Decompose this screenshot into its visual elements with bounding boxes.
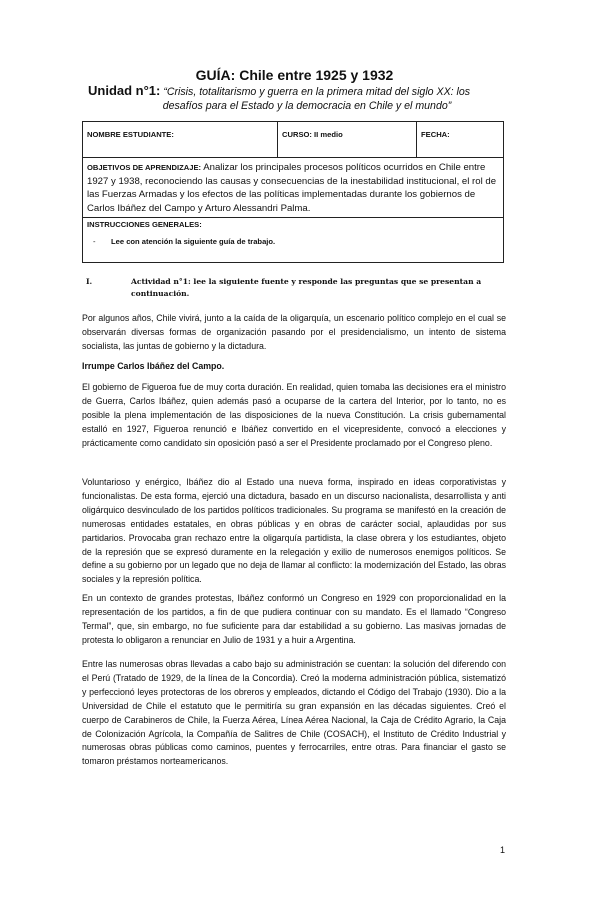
student-name-label: NOMBRE ESTUDIANTE:	[87, 130, 174, 139]
unit-heading	[88, 84, 518, 113]
instruction-text: Lee con atención la siguiente guía de trabajo.	[111, 237, 276, 246]
instruction-bullet: -	[93, 237, 96, 246]
objectives-cell	[83, 158, 504, 218]
unit-label: Unidad n°1:	[88, 83, 161, 98]
date-cell	[417, 122, 504, 158]
paragraph-figueroa: El gobierno de Figueroa fue de muy corta duración. En realidad, quien tomaba las decisiones era el ministro de Guerra, Carlos Ibáñez, quien además pasó a ocuparse de la cartera del Interior, por lo tanto, no es posible la plena implementación de las disposiciones de la nueva Constitución. La crisis gubernamental estalló en 1927, Figueroa renunció e Ibáñez convertido en el vicepresidente, convocó a elecciones y prácticamente como candidato sin oposición pasó a ser el Presidente proclamado por el Congreso pleno.	[82, 382, 506, 448]
student-info-table	[82, 121, 504, 263]
student-name-cell	[83, 122, 278, 158]
unit-description-line1: “Crisis, totalitarismo y guerra en la primera mitad del siglo XX: los	[163, 86, 471, 98]
objectives-label: OBJETIVOS DE APRENDIZAJE:	[87, 163, 202, 172]
activity-heading	[82, 276, 512, 299]
intro-paragraph: Por algunos años, Chile vivirá, junto a la caída de la oligarquía, un escenario político complejo en el cual se observarán diversas formas de organización pasando por el presidencialismo, un intento de sistema socialista, las juntas de gobierno y la dictadura.	[82, 313, 506, 351]
instructions-label: INSTRUCCIONES GENERALES:	[87, 220, 202, 229]
objectives-text: Analizar los principales procesos políticos ocurridos en Chile entre 1927 y 1938, reconociendo las causas y consecuencias de la inestabilidad institucional, el rol de las Fuerzas Armadas y los efectos de las políticas implementadas durante los gobiernos de Carlos Ibáñez del Campo y Arturo Alessandri Palma.	[87, 162, 497, 214]
page-number: 1	[500, 845, 506, 855]
paragraph-ibanez-dictatorship: Voluntarioso y enérgico, Ibáñez dio al Estado una nueva forma, inspirado en ideas corporativistas y funcionalistas. De esta forma, ejerció una dictadura, basado en un discurso nacionalista, desarrollista y anti oligárquico desvinculado de los partidos políticos tradicionales. Su programa se manifestó en la creación de numerosas entidades estatales, en obras públicas y en obras de carácter social, aplaudidas por sus partidarios. Provocaba gran rechazo entre la oligarquía partidista, la clase obrera y los estudiantes, objeto de la represión que se expresó duramente en la relegación y exilio de numerosos enemigos políticos. Se define a su gobierno por un legado que no deja de llamar al conflicto: la modernización del Estado, las obras sociales y la represión política.	[82, 477, 506, 585]
unit-description-line2: desafíos para el Estado y la democracia en Chile y el mundo”	[162, 100, 452, 112]
activity-number: I.	[86, 277, 93, 286]
course-cell	[278, 122, 417, 158]
instructions-cell	[83, 218, 504, 263]
section-heading: Irrumpe Carlos Ibáñez del Campo.	[82, 361, 225, 371]
course-label: CURSO: II medio	[282, 130, 343, 139]
date-label: FECHA:	[421, 130, 450, 139]
instruction-item	[87, 237, 499, 246]
paragraph-congreso-termal: En un contexto de grandes protestas, Ibáñez conformó un Congreso en 1929 con proporcionalidad en la representación de los partidos, a fin de que pudiera continuar con su mandato. Es el llamado “Congreso Termal”, que, sin embargo, no fue suficiente para dar estabilidad a su gobierno. Las masivas jornadas de protesta lo obligaron a renunciar en Julio de 1931 y a huir a Argentina.	[82, 593, 506, 645]
activity-text: Actividad n°1: lee la siguiente fuente y responde las preguntas que se presentan a continuación.	[131, 277, 482, 298]
guide-title: GUÍA: Chile entre 1925 y 1932	[195, 67, 394, 83]
paragraph-public-works: Entre las numerosas obras llevadas a cabo bajo su administración se cuentan: la solución del diferendo con el Perú (Tratado de 1929, de la línea de la Concordia). Creó la moderna administración pública, sistematizó y perfeccionó leyes protectoras de los obreros y empleados, dictando el Código del Trabajo (1930). Dio a la Universidad de Chile el estatuto que le permitiría su gran expansión en las décadas siguientes. Creó el cuerpo de Carabineros de Chile, la Fuerza Aérea, Línea Aérea Nacional, la Caja de Crédito Agrario, la Caja de Colonización Agrícola, la Compañía de Salitres de Chile (COSACH), el Instituto de Crédito Industrial y numerosas obras públicas como caminos, puentes y ferrocarriles, entre otras. Para financiar el gasto se tomaron préstamos norteamericanos.	[82, 659, 506, 767]
